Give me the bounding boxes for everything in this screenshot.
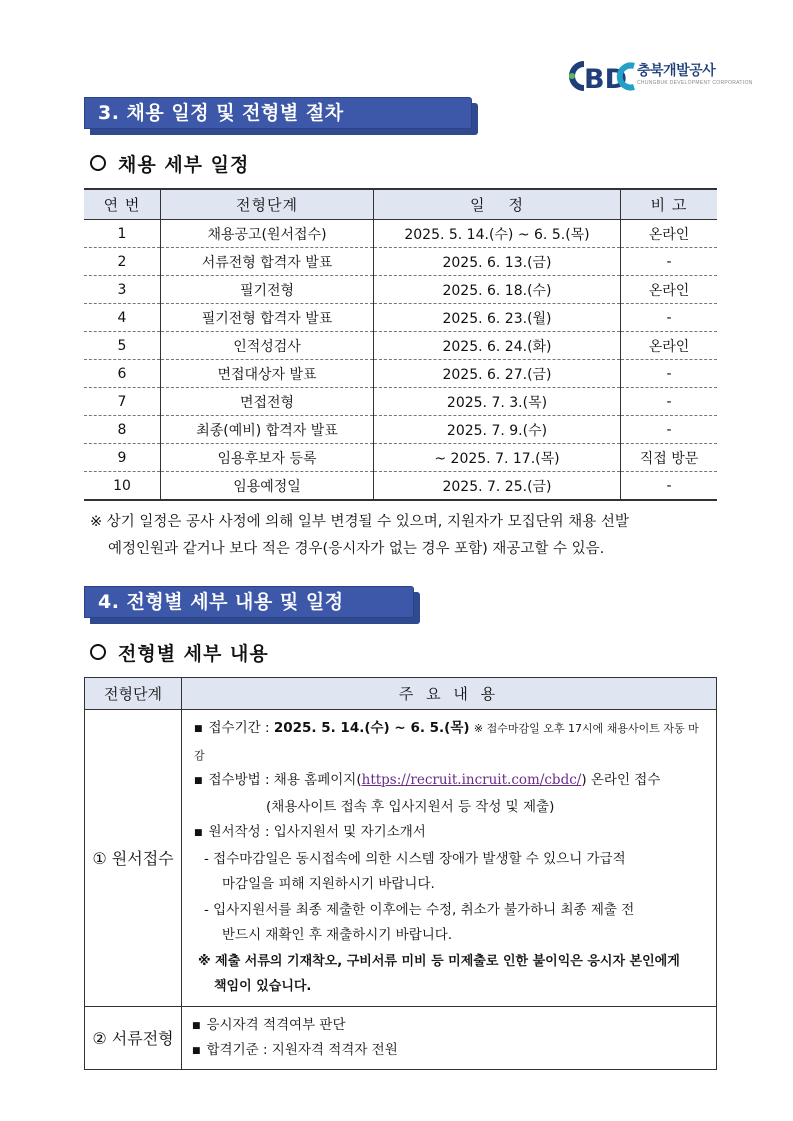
stage-application: ① 원서접수	[85, 710, 182, 1007]
resubmit-notice: - 입사지원서를 최종 제출한 이후에는 수정, 취소가 불가하니 최종 제출 전	[204, 901, 635, 918]
schedule-row	[84, 332, 717, 360]
row-note: -	[621, 304, 718, 332]
row-date: 2025. 6. 27.(금)	[374, 360, 621, 388]
section-3-title: 3. 채용 일정 및 전형별 절차	[98, 102, 344, 124]
detail-row-application	[85, 710, 717, 1007]
schedule-row	[84, 388, 717, 416]
section-4-banner	[84, 586, 414, 618]
row-note: 온라인	[621, 220, 718, 248]
row-number: 1	[84, 220, 161, 248]
row-note: -	[621, 472, 718, 501]
row-stage: 최종(예비) 합격자 발표	[161, 416, 374, 444]
section-3-banner	[84, 97, 472, 129]
col-header-no: 연 번	[84, 189, 161, 220]
detail-subtitle: 전형별 세부 내용	[90, 639, 269, 666]
row-number: 8	[84, 416, 161, 444]
schedule-header-row	[84, 189, 717, 220]
row-date: 2025. 6. 18.(수)	[374, 276, 621, 304]
schedule-row	[84, 472, 717, 501]
row-stage: 면접대상자 발표	[161, 360, 374, 388]
row-note: -	[621, 416, 718, 444]
row-date: 2025. 6. 13.(금)	[374, 248, 621, 276]
row-number: 10	[84, 472, 161, 501]
row-number: 2	[84, 248, 161, 276]
row-stage: 채용공고(원서접수)	[161, 220, 374, 248]
row-number: 9	[84, 444, 161, 472]
detail-table	[84, 677, 717, 1070]
row-note: 온라인	[621, 332, 718, 360]
circle-bullet-icon	[90, 155, 106, 171]
row-note: -	[621, 388, 718, 416]
row-date: 2025. 7. 25.(금)	[374, 472, 621, 501]
application-docs: ■ 원서작성 : 입사지원서 및 자기소개서	[194, 820, 708, 847]
row-number: 4	[84, 304, 161, 332]
application-method-sub: (채용사이트 접속 후 입사지원서 등 작성 및 제출)	[266, 798, 555, 815]
stage-document: ② 서류전형	[85, 1006, 182, 1069]
svg-text:BD: BD	[584, 64, 627, 94]
row-date: ~ 2025. 7. 17.(목)	[374, 444, 621, 472]
schedule-row	[84, 360, 717, 388]
row-date: 2025. 5. 14.(수) ~ 6. 5.(목)	[374, 220, 621, 248]
schedule-row	[84, 248, 717, 276]
row-number: 6	[84, 360, 161, 388]
row-date: 2025. 6. 24.(화)	[374, 332, 621, 360]
row-number: 3	[84, 276, 161, 304]
row-stage: 임용예정일	[161, 472, 374, 501]
detail-header-row	[85, 678, 717, 710]
schedule-row	[84, 276, 717, 304]
company-name-en: CHUNGBUK DEVELOPMENT CORPORATION	[637, 80, 753, 86]
row-stage: 서류전형 합격자 발표	[161, 248, 374, 276]
col-header-date: 일 정	[374, 189, 621, 220]
schedule-table	[84, 188, 717, 501]
schedule-note: ※ 상기 일정은 공사 사정에 의해 일부 변경될 수 있으며, 지원자가 모집단위 채용 선발 예정인원과 같거나 보다 적은 경우(응시자가 없는 경우 포함) 재공고할 수 있음.	[90, 514, 629, 557]
row-number: 7	[84, 388, 161, 416]
recruit-site-link[interactable]: https://recruit.incruit.com/cbdc/	[361, 772, 582, 788]
application-content: ■ 접수기간 : 2025. 5. 14.(수) ~ 6. 5.(목) ※ 접수마감일 오후 17시에 채용사이트 자동 마감 ■ 접수방법 : 채용 홈페이지(https://recruit.incruit.com/cbdc/) 온라인 접수 (채용사이트 접속 후 입사지원서 등 작성 및 제출) ■ 원서작성 : 입사지원서 및 자기소개서 - 접수마감일은 동시접속에 의한 시스템 장애가 발생할 수 있으니 가급적 마감일을 피해 지원하시기 바랍니다. - 입사지원서를 최종 제출한 이후에는 수정, 취소가 불가하니 최종 제출 전 반드시 재확인 후 재출하시기 바랍니다. ※ 제출 서류의 기재착오, 구비서류 미비 등 미제출로 인한 불이익은 응시자 본인에게 책임이 있습니다.	[182, 710, 717, 1007]
row-note: 온라인	[621, 276, 718, 304]
schedule-subtitle: 채용 세부 일정	[90, 150, 249, 177]
row-date: 2025. 6. 23.(월)	[374, 304, 621, 332]
document-content: ■ 응시자격 적격여부 판단 ■ 합격기준 : 지원자격 적격자 전원	[182, 1006, 717, 1069]
schedule-row	[84, 416, 717, 444]
col-header-stage: 전형단계	[85, 678, 182, 710]
row-stage: 면접전형	[161, 388, 374, 416]
circle-bullet-icon	[90, 644, 106, 660]
row-date: 2025. 7. 9.(수)	[374, 416, 621, 444]
row-note: -	[621, 248, 718, 276]
warning-note: ※ 제출 서류의 기재착오, 구비서류 미비 등 미제출로 인한 불이익은 응시자 본인에게	[198, 953, 680, 969]
schedule-row	[84, 444, 717, 472]
row-note: -	[621, 360, 718, 388]
col-header-stage: 전형단계	[161, 189, 374, 220]
row-stage: 임용후보자 등록	[161, 444, 374, 472]
detail-row-document	[85, 1006, 717, 1069]
application-period: ■ 접수기간 : 2025. 5. 14.(수) ~ 6. 5.(목) ※ 접수마감일 오후 17시에 채용사이트 자동 마감	[194, 716, 708, 768]
row-stage: 필기전형 합격자 발표	[161, 304, 374, 332]
section-4-title: 4. 전형별 세부 내용 및 일정	[98, 591, 344, 613]
col-header-note: 비 고	[621, 189, 718, 220]
schedule-row	[84, 304, 717, 332]
schedule-row	[84, 220, 717, 248]
deadline-notice: - 접수마감일은 동시접속에 의한 시스템 장애가 발생할 수 있으니 가급적	[204, 850, 626, 867]
company-name: 충북개발공사	[637, 63, 716, 79]
row-date: 2025. 7. 3.(목)	[374, 388, 621, 416]
row-stage: 인적성검사	[161, 332, 374, 360]
row-number: 5	[84, 332, 161, 360]
row-note: 직접 방문	[621, 444, 718, 472]
application-method: ■ 접수방법 : 채용 홈페이지(https://recruit.incruit.com/cbdc/) 온라인 접수	[194, 768, 708, 795]
row-stage: 필기전형	[161, 276, 374, 304]
col-header-content: 주 요 내 용	[182, 678, 717, 710]
